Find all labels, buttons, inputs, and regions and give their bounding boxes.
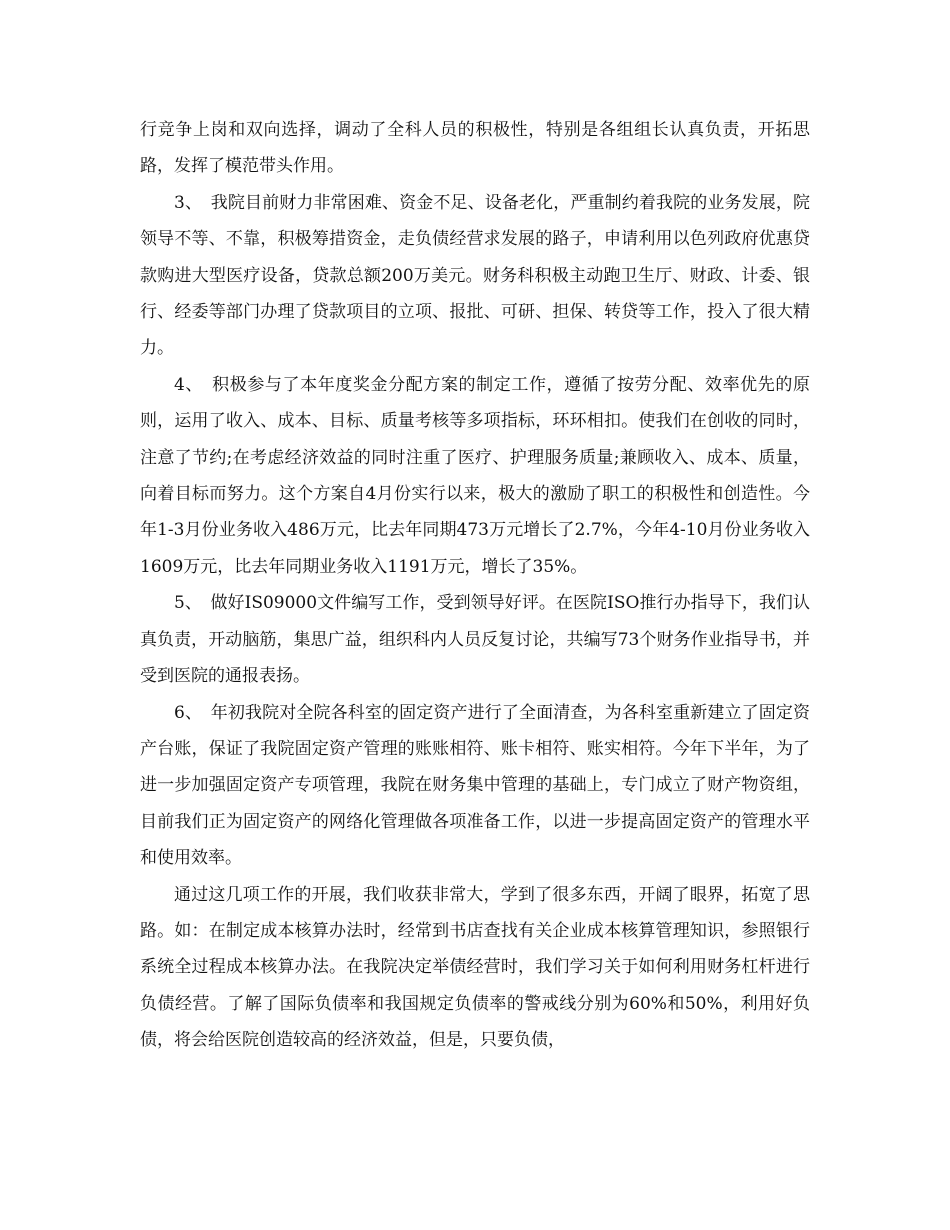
paragraph-continuation: 行竞争上岗和双向选择，调动了全科人员的积极性，特别是各组组长认真负责，开拓思路，发挥了模范带头作用。 bbox=[140, 120, 810, 177]
paragraph-item-3-loan: 3、 我院目前财力非常困难、资金不足、设备老化，严重制约着我院的业务发展，院领导不等、不靠，积极筹措资金，走负债经营求发展的路子，申请利用以色列政府优惠贷款购进大型医疗设备，贷款总额200万美元。财务科积极主动跑卫生厅、财政、计委、银行、经委等部门办理了贷款项目的立项、报批、可研、担保、转贷等工作，投入了很大精力。 bbox=[140, 192, 810, 359]
paragraph-summary: 通过这几项工作的开展，我们收获非常大，学到了很多东西，开阔了眼界，拓宽了思路。如：在制定成本核算办法时，经常到书店查找有关企业成本核算管理知识，参照银行系统全过程成本核算办法。在我院决定举债经营时，我们学习关于如何利用财务杠杆进行负债经营。了解了国际负债率和我国规定负债率的警戒线分别为60%和50%，利用好负债，将会给医院创造较高的经济效益，但是，只要负债， bbox=[140, 884, 810, 1051]
document-page bbox=[140, 112, 810, 1059]
paragraph-item-6-assets: 6、 年初我院对全院各科室的固定资产进行了全面清查，为各科室重新建立了固定资产台账，保证了我院固定资产管理的账账相符、账卡相符、账实相符。今年下半年，为了进一步加强固定资产专项管理，我院在财务集中管理的基础上，专门成立了财产物资组，目前我们正为固定资产的网络化管理做各项准备工作，以进一步提高固定资产的管理水平和使用效率。 bbox=[140, 702, 810, 869]
paragraph-item-4-bonus: 4、 积极参与了本年度奖金分配方案的制定工作，遵循了按劳分配、效率优先的原则，运用了收入、成本、目标、质量考核等多项指标，环环相扣。使我们在创收的同时，注意了节约;在考虑经济效益的同时注重了医疗、护理服务质量;兼顾收入、成本、质量，向着目标而努力。这个方案自4月份实行以来，极大的激励了职工的积极性和创造性。今年1-3月份业务收入486万元，比去年同期473万元增长了2.7%，今年4-10月份业务收入1609万元，比去年同期业务收入1191万元，增长了35%。 bbox=[140, 374, 810, 577]
paragraph-item-5-iso: 5、 做好IS09000文件编写工作，受到领导好评。在医院ISO推行办指导下，我们认真负责，开动脑筋，集思广益，组织科内人员反复讨论，共编写73个财务作业指导书，并受到医院的通报表扬。 bbox=[140, 593, 810, 687]
